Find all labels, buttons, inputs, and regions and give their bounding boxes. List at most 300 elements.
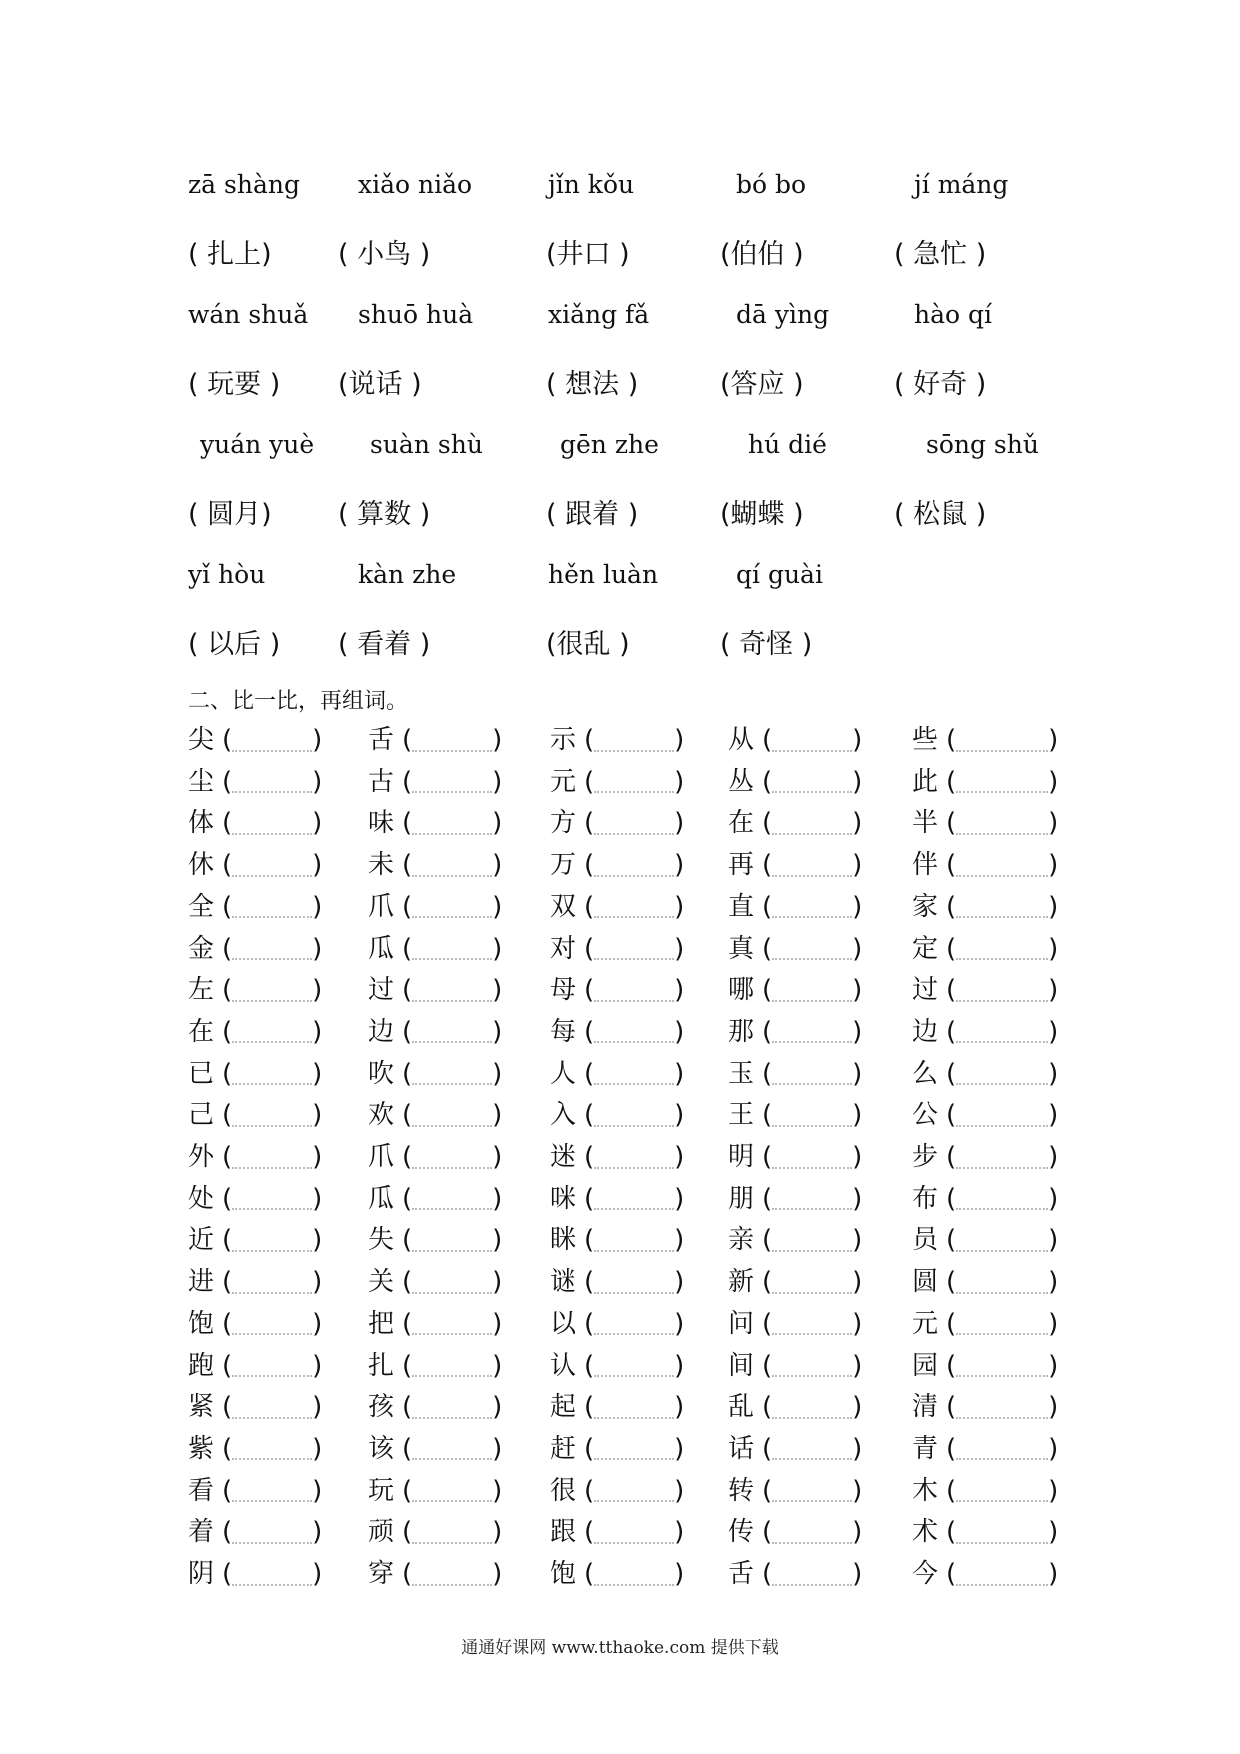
answer-blank[interactable] <box>232 1230 312 1252</box>
compare-item <box>912 1094 1072 1132</box>
compare-item <box>368 1261 528 1299</box>
answer-blank[interactable] <box>594 896 674 918</box>
blank-open-paren: ( <box>584 933 595 964</box>
answer-blank[interactable] <box>772 1397 852 1419</box>
answer-blank[interactable] <box>956 1480 1048 1502</box>
answer-blank[interactable] <box>772 730 852 752</box>
compare-character: 新 <box>728 1267 755 1298</box>
answer-blank[interactable] <box>956 1397 1048 1419</box>
answer-blank[interactable] <box>412 1313 492 1335</box>
compare-item <box>550 1011 710 1049</box>
blank-close-paren: ) <box>1048 1058 1059 1089</box>
answer-blank[interactable] <box>956 855 1048 877</box>
blank-open-paren: ( <box>946 1433 957 1464</box>
answer-blank[interactable] <box>594 1564 674 1586</box>
compare-character: 方 <box>550 808 577 839</box>
compare-character: 欢 <box>368 1100 395 1131</box>
compare-character: 已 <box>188 1058 215 1089</box>
compare-item <box>912 1178 1072 1216</box>
answer-blank[interactable] <box>412 938 492 960</box>
compare-character: 瓜 <box>368 933 395 964</box>
compare-item <box>728 886 888 924</box>
blank-close-paren: ) <box>312 1433 323 1464</box>
answer-blank[interactable] <box>594 855 674 877</box>
answer-blank[interactable] <box>232 938 312 960</box>
compare-item <box>550 928 710 966</box>
compare-character: 亲 <box>728 1225 755 1256</box>
word-answer: (伯伯 ) <box>720 239 804 270</box>
blank-open-paren: ( <box>584 1517 595 1548</box>
answer-blank[interactable] <box>412 730 492 752</box>
pinyin-text: gēn zhe <box>560 430 659 459</box>
blank-close-paren: ) <box>852 975 863 1006</box>
answer-blank[interactable] <box>412 1564 492 1586</box>
word-row <box>188 232 1068 272</box>
compare-character: 人 <box>550 1058 577 1089</box>
answer-blank[interactable] <box>956 1564 1048 1586</box>
answer-blank[interactable] <box>232 1021 312 1043</box>
compare-character: 示 <box>550 725 577 755</box>
blank-open-paren: ( <box>402 933 413 964</box>
pinyin-text: yǐ hòu <box>188 560 266 589</box>
compare-item <box>368 1470 528 1508</box>
answer-blank[interactable] <box>594 813 674 835</box>
answer-blank[interactable] <box>232 855 312 877</box>
answer-blank[interactable] <box>594 1522 674 1544</box>
answer-blank[interactable] <box>956 1438 1048 1460</box>
pinyin-row <box>188 430 1068 470</box>
blank-open-paren: ( <box>222 725 233 755</box>
answer-blank[interactable] <box>232 1105 312 1127</box>
compare-character: 公 <box>912 1100 939 1131</box>
blank-close-paren: ) <box>674 725 685 755</box>
pinyin-text: dā yìng <box>736 300 830 329</box>
answer-blank[interactable] <box>594 771 674 793</box>
blank-open-paren: ( <box>402 1267 413 1298</box>
answer-blank[interactable] <box>232 980 312 1002</box>
compare-item <box>550 761 710 799</box>
compare-row <box>188 1053 1068 1091</box>
answer-blank[interactable] <box>594 1147 674 1169</box>
compare-character: 哪 <box>728 975 755 1006</box>
blank-close-paren: ) <box>312 1350 323 1381</box>
compare-item <box>368 1136 528 1174</box>
compare-character: 定 <box>912 933 939 964</box>
answer-blank[interactable] <box>956 896 1048 918</box>
compare-character: 入 <box>550 1100 577 1131</box>
answer-blank[interactable] <box>956 1522 1048 1544</box>
answer-blank[interactable] <box>772 1564 852 1586</box>
blank-open-paren: ( <box>946 850 957 881</box>
blank-open-paren: ( <box>402 766 413 797</box>
answer-blank[interactable] <box>956 1021 1048 1043</box>
answer-blank[interactable] <box>594 1063 674 1085</box>
compare-character: 明 <box>728 1142 755 1172</box>
compare-character: 边 <box>368 1016 395 1047</box>
compare-character: 王 <box>728 1100 755 1131</box>
answer-blank[interactable] <box>772 1021 852 1043</box>
blank-open-paren: ( <box>584 975 595 1006</box>
answer-blank[interactable] <box>772 1188 852 1210</box>
answer-blank[interactable] <box>232 1188 312 1210</box>
answer-blank[interactable] <box>772 1313 852 1335</box>
compare-character: 万 <box>550 850 577 881</box>
compare-row <box>188 1470 1068 1508</box>
compare-item <box>188 1303 348 1341</box>
answer-blank[interactable] <box>412 1272 492 1294</box>
answer-blank[interactable] <box>412 1522 492 1544</box>
blank-close-paren: ) <box>852 1183 863 1214</box>
answer-blank[interactable] <box>412 1105 492 1127</box>
blank-close-paren: ) <box>492 933 503 964</box>
answer-blank[interactable] <box>594 1438 674 1460</box>
answer-blank[interactable] <box>772 896 852 918</box>
compare-item <box>368 1386 528 1424</box>
answer-blank[interactable] <box>412 1438 492 1460</box>
blank-close-paren: ) <box>312 1517 323 1548</box>
compare-item <box>188 1219 348 1257</box>
compare-row <box>188 886 1068 924</box>
blank-close-paren: ) <box>312 766 323 797</box>
blank-open-paren: ( <box>584 1350 595 1381</box>
blank-open-paren: ( <box>584 1142 595 1172</box>
blank-open-paren: ( <box>222 1016 233 1047</box>
blank-open-paren: ( <box>762 1267 773 1298</box>
compare-item <box>368 928 528 966</box>
answer-blank[interactable] <box>956 1313 1048 1335</box>
answer-blank[interactable] <box>594 1188 674 1210</box>
compare-item <box>550 1219 710 1257</box>
compare-character: 元 <box>550 766 577 797</box>
answer-blank[interactable] <box>772 938 852 960</box>
blank-open-paren: ( <box>402 850 413 881</box>
blank-close-paren: ) <box>852 1267 863 1298</box>
compare-character: 跟 <box>550 1517 577 1548</box>
blank-open-paren: ( <box>222 1225 233 1256</box>
compare-character: 爪 <box>368 1142 395 1172</box>
compare-character: 再 <box>728 850 755 881</box>
answer-blank[interactable] <box>232 813 312 835</box>
compare-character: 真 <box>728 933 755 964</box>
blank-open-paren: ( <box>762 933 773 964</box>
blank-close-paren: ) <box>492 850 503 881</box>
answer-blank[interactable] <box>772 980 852 1002</box>
answer-blank[interactable] <box>412 1480 492 1502</box>
compare-character: 舌 <box>728 1559 755 1589</box>
compare-item <box>912 928 1072 966</box>
answer-blank[interactable] <box>412 813 492 835</box>
answer-blank[interactable] <box>594 1355 674 1377</box>
blank-close-paren: ) <box>1048 808 1059 839</box>
blank-open-paren: ( <box>584 1559 595 1589</box>
answer-blank[interactable] <box>956 1230 1048 1252</box>
compare-item <box>550 1553 710 1591</box>
answer-blank[interactable] <box>232 730 312 752</box>
answer-blank[interactable] <box>956 1147 1048 1169</box>
answer-blank[interactable] <box>956 771 1048 793</box>
blank-open-paren: ( <box>946 808 957 839</box>
compare-character: 此 <box>912 766 939 797</box>
blank-open-paren: ( <box>762 1517 773 1548</box>
answer-blank[interactable] <box>232 1397 312 1419</box>
compare-character: 传 <box>728 1517 755 1548</box>
answer-blank[interactable] <box>232 1147 312 1169</box>
answer-blank[interactable] <box>594 1313 674 1335</box>
answer-blank[interactable] <box>412 1188 492 1210</box>
blank-close-paren: ) <box>492 1142 503 1172</box>
compare-item <box>728 1386 888 1424</box>
compare-item <box>728 844 888 882</box>
answer-blank[interactable] <box>956 730 1048 752</box>
answer-blank[interactable] <box>594 1480 674 1502</box>
compare-item <box>912 1470 1072 1508</box>
answer-blank[interactable] <box>412 1063 492 1085</box>
compare-item <box>188 1553 348 1591</box>
blank-close-paren: ) <box>1048 766 1059 797</box>
blank-close-paren: ) <box>1048 1183 1059 1214</box>
compare-item <box>368 1219 528 1257</box>
answer-blank[interactable] <box>232 1522 312 1544</box>
compare-item <box>550 1136 710 1174</box>
blank-open-paren: ( <box>762 1308 773 1339</box>
blank-open-paren: ( <box>946 725 957 755</box>
blank-close-paren: ) <box>674 1225 685 1256</box>
answer-blank[interactable] <box>956 813 1048 835</box>
answer-blank[interactable] <box>412 771 492 793</box>
answer-blank[interactable] <box>412 1147 492 1169</box>
blank-open-paren: ( <box>402 1016 413 1047</box>
answer-blank[interactable] <box>232 1438 312 1460</box>
section-title: 二、比一比，再组词。 <box>188 689 409 714</box>
blank-close-paren: ) <box>852 1475 863 1506</box>
compare-character: 母 <box>550 975 577 1006</box>
answer-blank[interactable] <box>772 1147 852 1169</box>
answer-blank[interactable] <box>232 1480 312 1502</box>
answer-blank[interactable] <box>594 1105 674 1127</box>
pinyin-row <box>188 300 1068 340</box>
blank-open-paren: ( <box>584 1267 595 1298</box>
answer-blank[interactable] <box>772 813 852 835</box>
blank-open-paren: ( <box>222 1183 233 1214</box>
compare-item <box>188 1136 348 1174</box>
blank-close-paren: ) <box>492 808 503 839</box>
blank-close-paren: ) <box>674 1559 685 1589</box>
blank-open-paren: ( <box>762 1433 773 1464</box>
compare-character: 术 <box>912 1517 939 1548</box>
answer-blank[interactable] <box>594 938 674 960</box>
blank-close-paren: ) <box>1048 975 1059 1006</box>
compare-character: 扎 <box>368 1350 395 1381</box>
compare-item <box>550 1053 710 1091</box>
blank-open-paren: ( <box>762 1016 773 1047</box>
word-row <box>188 622 1068 662</box>
compare-character: 玩 <box>368 1475 395 1506</box>
blank-open-paren: ( <box>762 808 773 839</box>
blank-close-paren: ) <box>492 1225 503 1256</box>
answer-blank[interactable] <box>232 1355 312 1377</box>
pinyin-text: hào qí <box>914 300 993 329</box>
blank-close-paren: ) <box>674 766 685 797</box>
blank-close-paren: ) <box>492 1433 503 1464</box>
compare-character: 在 <box>728 808 755 839</box>
blank-close-paren: ) <box>312 1392 323 1423</box>
compare-item <box>912 1511 1072 1549</box>
blank-open-paren: ( <box>222 1517 233 1548</box>
compare-item <box>728 1345 888 1383</box>
answer-blank[interactable] <box>956 1063 1048 1085</box>
blank-close-paren: ) <box>674 933 685 964</box>
blank-open-paren: ( <box>402 891 413 922</box>
blank-open-paren: ( <box>762 766 773 797</box>
answer-blank[interactable] <box>232 1272 312 1294</box>
blank-close-paren: ) <box>852 850 863 881</box>
compare-item <box>912 719 1072 757</box>
compare-character: 过 <box>368 975 395 1006</box>
answer-blank[interactable] <box>772 1230 852 1252</box>
compare-character: 伴 <box>912 850 939 881</box>
compare-item <box>550 969 710 1007</box>
compare-character: 玉 <box>728 1058 755 1089</box>
compare-item <box>912 1428 1072 1466</box>
blank-open-paren: ( <box>402 725 413 755</box>
answer-blank[interactable] <box>772 1480 852 1502</box>
answer-blank[interactable] <box>594 1397 674 1419</box>
compare-item <box>728 761 888 799</box>
blank-close-paren: ) <box>852 1016 863 1047</box>
answer-blank[interactable] <box>412 855 492 877</box>
blank-open-paren: ( <box>402 1475 413 1506</box>
answer-blank[interactable] <box>232 771 312 793</box>
answer-blank[interactable] <box>772 1522 852 1544</box>
answer-blank[interactable] <box>594 730 674 752</box>
compare-character: 圆 <box>912 1267 939 1298</box>
blank-open-paren: ( <box>402 1559 413 1589</box>
answer-blank[interactable] <box>594 1230 674 1252</box>
blank-close-paren: ) <box>674 1100 685 1131</box>
answer-blank[interactable] <box>594 1272 674 1294</box>
answer-blank[interactable] <box>232 1564 312 1586</box>
compare-item <box>368 1053 528 1091</box>
compare-item <box>728 1053 888 1091</box>
answer-blank[interactable] <box>956 1355 1048 1377</box>
blank-open-paren: ( <box>222 808 233 839</box>
compare-character: 从 <box>728 725 755 755</box>
blank-close-paren: ) <box>1048 1308 1059 1339</box>
blank-open-paren: ( <box>222 850 233 881</box>
word-answer: ( 扎上) <box>188 239 272 270</box>
answer-blank[interactable] <box>412 1021 492 1043</box>
blank-close-paren: ) <box>852 1100 863 1131</box>
word-answer: (蝴蝶 ) <box>720 499 804 530</box>
blank-open-paren: ( <box>946 1308 957 1339</box>
blank-close-paren: ) <box>674 1350 685 1381</box>
compare-character: 近 <box>188 1225 215 1256</box>
compare-character: 每 <box>550 1016 577 1047</box>
answer-blank[interactable] <box>594 980 674 1002</box>
compare-item <box>368 719 528 757</box>
answer-blank[interactable] <box>956 980 1048 1002</box>
blank-close-paren: ) <box>312 808 323 839</box>
compare-row <box>188 844 1068 882</box>
compare-item <box>368 1094 528 1132</box>
answer-blank[interactable] <box>772 1272 852 1294</box>
answer-blank[interactable] <box>232 896 312 918</box>
compare-row <box>188 1345 1068 1383</box>
compare-item <box>728 1303 888 1341</box>
answer-blank[interactable] <box>772 1438 852 1460</box>
answer-blank[interactable] <box>232 1063 312 1085</box>
compare-character: 跑 <box>188 1350 215 1381</box>
word-answer: ( 奇怪 ) <box>720 629 813 660</box>
answer-blank[interactable] <box>956 1105 1048 1127</box>
compare-item <box>550 1178 710 1216</box>
blank-open-paren: ( <box>946 891 957 922</box>
answer-blank[interactable] <box>412 896 492 918</box>
blank-open-paren: ( <box>402 1433 413 1464</box>
blank-open-paren: ( <box>946 975 957 1006</box>
answer-blank[interactable] <box>956 938 1048 960</box>
answer-blank[interactable] <box>772 1063 852 1085</box>
blank-open-paren: ( <box>762 725 773 755</box>
compare-item <box>368 1011 528 1049</box>
answer-blank[interactable] <box>412 1397 492 1419</box>
blank-open-paren: ( <box>402 975 413 1006</box>
answer-blank[interactable] <box>594 1021 674 1043</box>
compare-row <box>188 1511 1068 1549</box>
compare-character: 元 <box>912 1308 939 1339</box>
answer-blank[interactable] <box>772 1105 852 1127</box>
answer-blank[interactable] <box>412 1230 492 1252</box>
blank-close-paren: ) <box>1048 1559 1059 1589</box>
answer-blank[interactable] <box>956 1188 1048 1210</box>
blank-close-paren: ) <box>1048 1475 1059 1506</box>
compare-item <box>368 802 528 840</box>
answer-blank[interactable] <box>232 1313 312 1335</box>
blank-open-paren: ( <box>222 1267 233 1298</box>
compare-item <box>728 802 888 840</box>
pinyin-row <box>188 170 1068 210</box>
blank-close-paren: ) <box>674 1475 685 1506</box>
compare-character: 今 <box>912 1559 939 1589</box>
answer-blank[interactable] <box>412 1355 492 1377</box>
compare-item <box>550 1261 710 1299</box>
answer-blank[interactable] <box>412 980 492 1002</box>
compare-character: 问 <box>728 1308 755 1339</box>
answer-blank[interactable] <box>956 1272 1048 1294</box>
word-answer: (井口 ) <box>546 239 630 270</box>
blank-open-paren: ( <box>584 766 595 797</box>
compare-item <box>368 1178 528 1216</box>
answer-blank[interactable] <box>772 771 852 793</box>
answer-blank[interactable] <box>772 855 852 877</box>
blank-close-paren: ) <box>1048 1392 1059 1423</box>
blank-close-paren: ) <box>492 1475 503 1506</box>
compare-item <box>188 928 348 966</box>
compare-item <box>188 802 348 840</box>
compare-item <box>912 1303 1072 1341</box>
pinyin-text: shuō huà <box>358 300 474 329</box>
pinyin-text: xiǎo niǎo <box>358 170 473 199</box>
word-answer: ( 急忙 ) <box>894 239 987 270</box>
compare-character: 眯 <box>550 1225 577 1256</box>
compare-item <box>368 844 528 882</box>
compare-character: 失 <box>368 1225 395 1256</box>
compare-character: 那 <box>728 1016 755 1047</box>
compare-item <box>912 1553 1072 1591</box>
compare-item <box>188 1011 348 1049</box>
answer-blank[interactable] <box>772 1355 852 1377</box>
compare-character: 清 <box>912 1392 939 1423</box>
